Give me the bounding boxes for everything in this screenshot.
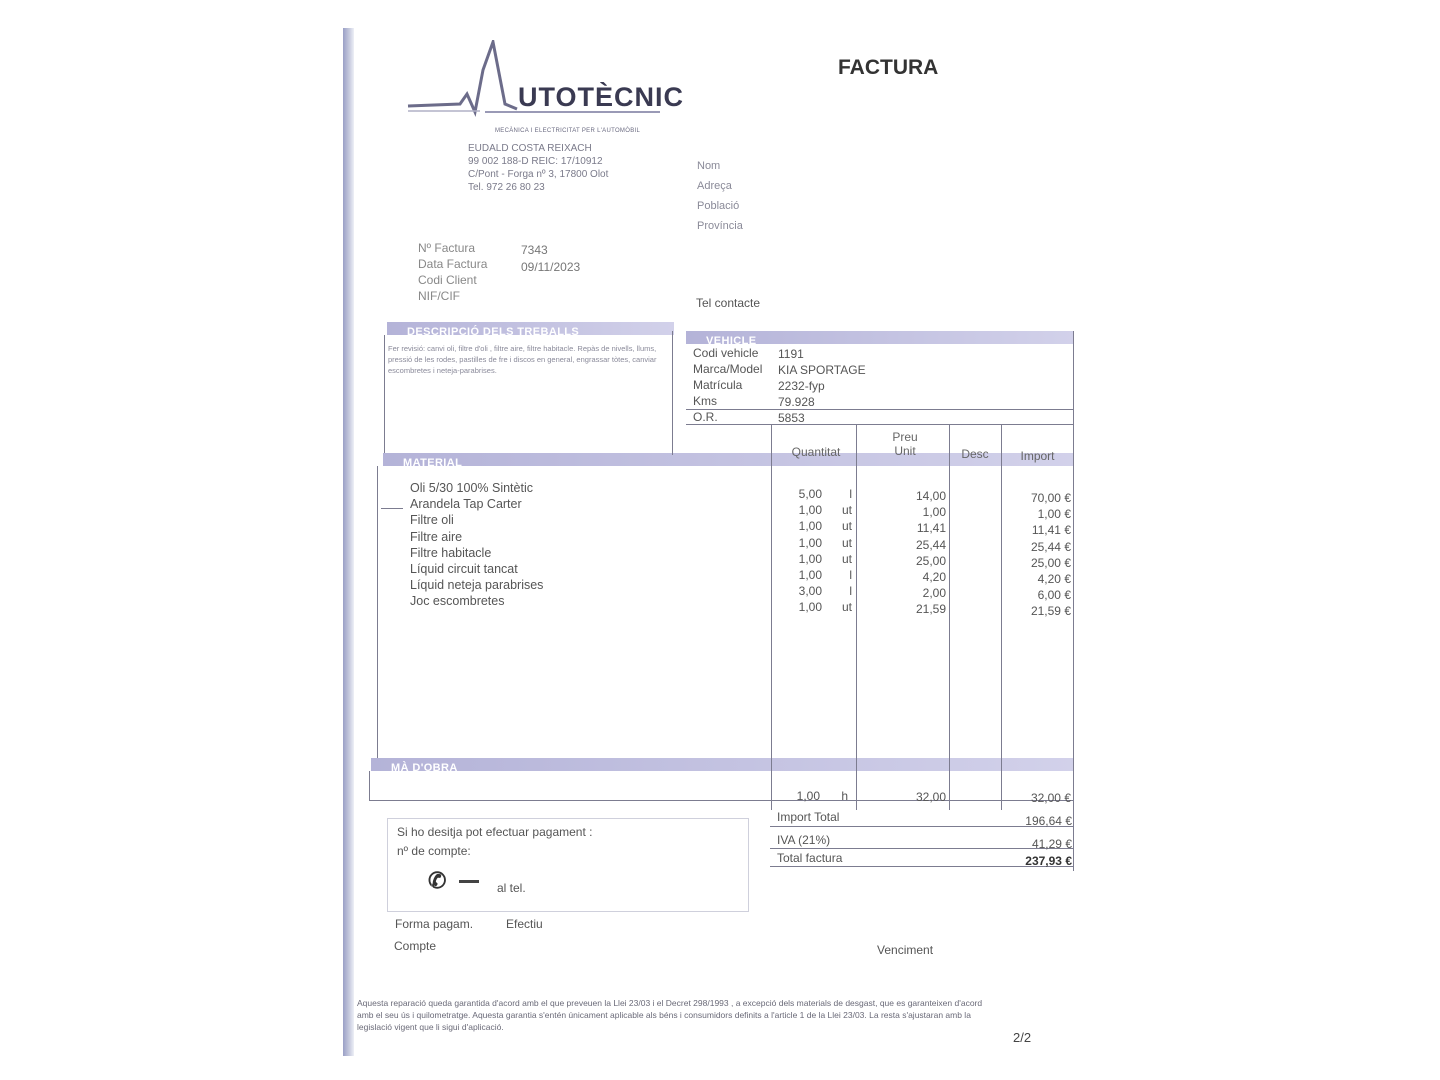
client-code-label: Codi Client — [418, 273, 477, 287]
vehicle-kms: 79.928 — [778, 395, 815, 409]
col-quantity: Quantitat — [791, 445, 841, 459]
company-phone: Tel. 972 26 80 23 — [468, 182, 545, 193]
divider — [384, 335, 385, 453]
vehicle-values — [778, 346, 866, 426]
dash-mark — [459, 880, 479, 883]
client-province-label: Província — [697, 220, 743, 232]
col-discount: Desc — [961, 447, 989, 461]
work-description: Fer revisió: canvi oli, filtre d'oli , filtre aire, filtre habitacle. Repàs de nivells, llums, pressió de les rodes, pastilles de fre i discos en general, engrassar tòtes, canviar escombretes i neteja-parabrises. — [388, 344, 657, 375]
invoice-labels — [418, 240, 487, 304]
vehicle-code-label: Codi vehicle — [693, 346, 759, 360]
iva-label: IVA (21%) — [777, 833, 831, 847]
divider — [949, 424, 950, 810]
iva-value: 41,29 € — [1031, 837, 1072, 851]
vehicle-kms-label: Kms — [693, 394, 717, 408]
legal-footer: Aquesta reparació queda garantida d'acord amb el que preveuen la Llei 23/03 i el Decret 298/1993 , a excepció dels materials de desgast, que es garanteixen d'acord amb el seu ús i quilometratge. Aquesta garantia s'entén únicament aplicable als béns i consumidors definits a l'article 1 de la Llei 23/03. La resta s'ajustaran amb la legislació vigent que li sigui d'aplicació. — [357, 998, 983, 1032]
account-number-label: nº de compte: — [397, 844, 471, 858]
phone-label: al tel. — [497, 881, 526, 895]
payment-method-value: Efectiu — [506, 917, 543, 931]
material-header: MATERIAL — [383, 453, 1074, 466]
col-amount: Import — [1020, 449, 1055, 463]
logo-wordmark: UTOTÈCNIC — [518, 82, 685, 112]
material-prices: 14,00 1,00 11,41 25,44 25,00 4,20 2,00 21,59 — [915, 489, 946, 617]
description-header: DESCRIPCIÓ DELS TREBALLS — [387, 322, 674, 335]
invoice-values — [521, 242, 580, 276]
divider — [856, 424, 857, 810]
due-date-label: Venciment — [877, 943, 934, 957]
client-name-label: Nom — [697, 160, 721, 172]
divider — [1073, 331, 1074, 871]
labour-price: 32,00 — [915, 790, 946, 804]
total-label: Total factura — [777, 851, 843, 865]
material-amounts: 70,00 € 1,00 € 11,41 € 25,44 € 25,00 € 4,20 € 6,00 € 21,59 € — [1030, 491, 1071, 619]
list-item: Filtre oli — [410, 513, 454, 528]
page-number: 2/2 — [1013, 1030, 1032, 1045]
vehicle-plate-label: Matrícula — [693, 378, 743, 392]
labour-header: MÀ D'OBRA — [371, 758, 1074, 771]
vehicle-or-label: O.R. — [693, 410, 718, 424]
labour-qty: 1,00 — [796, 789, 820, 803]
vehicle-labels — [693, 345, 762, 425]
total-value: 237,93 € — [1025, 854, 1072, 868]
divider — [672, 331, 673, 455]
vehicle-or: 5853 — [778, 411, 805, 425]
divider — [381, 508, 403, 509]
client-labels — [697, 156, 743, 236]
vehicle-model-label: Marca/Model — [693, 362, 763, 376]
invoice-date-label: Data Factura — [418, 257, 488, 271]
payment-instructions: Si ho desitja pot efectuar pagament : — [397, 825, 593, 839]
company-tax-id: 99 002 188-D REIC: 17/10912 — [468, 156, 603, 167]
divider — [1001, 424, 1002, 810]
phone-icon: ✆ — [428, 868, 447, 893]
list-item: Líquid circuit tancat — [410, 562, 518, 577]
divider — [377, 466, 378, 758]
company-name: EUDALD COSTA REIXACH — [468, 143, 592, 154]
vehicle-header: VEHICLE — [686, 331, 1074, 344]
company-info — [468, 142, 608, 194]
client-address-label: Adreça — [697, 180, 732, 192]
list-item: Filtre habitacle — [410, 545, 492, 560]
list-item: Arandela Tap Carter — [410, 497, 522, 512]
list-item: Filtre aire — [410, 529, 463, 544]
list-item: Líquid neteja parabrises — [410, 578, 544, 593]
invoice-number-label: Nº Factura — [418, 241, 476, 255]
import-total-value: 196,64 € — [1025, 814, 1072, 828]
divider — [771, 424, 772, 810]
col-price: Preu Unit — [892, 430, 918, 458]
company-address: C/Pont - Forga nº 3, 17800 Olot — [468, 169, 609, 180]
labour-amount: 32,00 € — [1030, 791, 1071, 805]
material-descriptions — [410, 480, 543, 610]
client-town-label: Població — [697, 200, 740, 212]
client-tel-label: Tel contacte — [696, 296, 761, 310]
list-item: Oli 5/30 100% Sintètic — [410, 481, 533, 495]
material-units: l ut ut ut ut l l ut — [841, 487, 852, 615]
scan-edge-shadow — [343, 28, 354, 1056]
nif-label: NIF/CIF — [418, 289, 460, 303]
invoice-number: 7343 — [521, 243, 548, 257]
import-total-label: Import Total — [777, 810, 840, 824]
labour-unit: h — [841, 789, 848, 803]
material-quantities: 5,00 1,00 1,00 1,00 1,00 1,00 3,00 1,00 — [798, 487, 822, 615]
list-item: Joc escombretes — [410, 594, 505, 609]
vehicle-model: KIA SPORTAGE — [778, 363, 866, 377]
invoice-date: 09/11/2023 — [521, 260, 581, 274]
vehicle-plate: 2232-fyp — [778, 379, 825, 393]
logo-tagline: MECÀNICA I ELECTRICITAT PER L'AUTOMÒBIL — [495, 128, 641, 134]
account-label: Compte — [394, 939, 437, 953]
vehicle-code: 1191 — [778, 347, 804, 361]
document-title: FACTURA — [838, 56, 939, 79]
payment-method-label: Forma pagam. — [395, 917, 474, 931]
divider — [369, 800, 1073, 801]
divider — [369, 771, 370, 801]
